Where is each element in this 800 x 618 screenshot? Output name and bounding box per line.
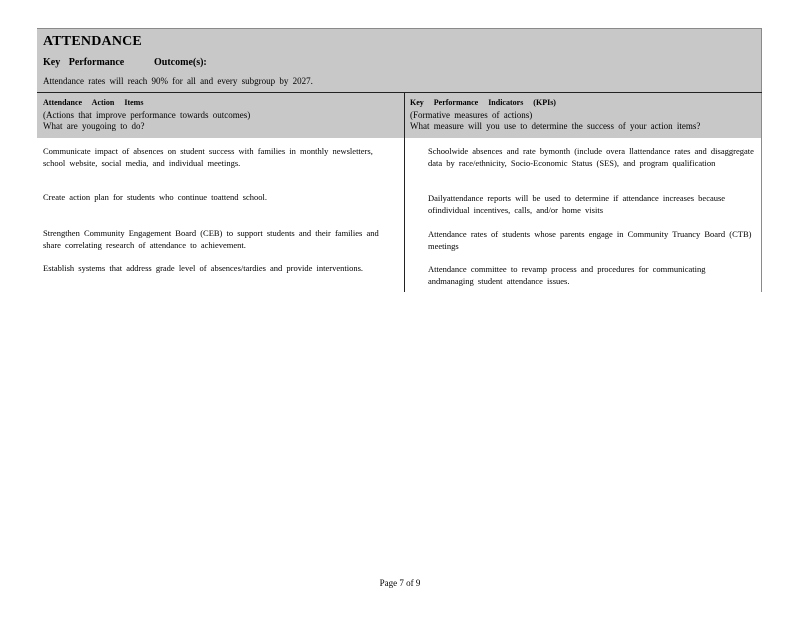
action-item-4: Establish systems that address grade level of absences/tardies and provide interventions. (43, 263, 364, 273)
kpi-column-header (404, 93, 762, 138)
outcome-text: Attendance rates will reach 90% for all and every subgroup by 2027. (43, 76, 313, 86)
section-header (37, 28, 762, 92)
column-divider (404, 93, 405, 292)
kpi-item-1: Schoolwide absences and rate bymonth (include overa llattendance rates and disaggregate data by race/ethnicity, Socio-Economic Status (SES), and program qualification (428, 146, 754, 168)
action-items-subheading: (Actions that improve performance towards outcomes) (43, 110, 251, 120)
action-item-3: Strengthen Community Engagement Board (CEB) to support students and their families and share correlating research of attendance to achievement. (43, 228, 379, 250)
action-items-question: What are yougoing to do? (43, 121, 145, 131)
kpi-heading: Key Performance Indicators (KPIs) (410, 98, 556, 107)
outcomes-label: Outcome(s): (154, 57, 207, 68)
kpi-subheading: (Formative measures of actions) (410, 110, 533, 120)
right-border (761, 138, 762, 292)
section-title: ATTENDANCE (43, 34, 142, 49)
page-number: Page 7 of 9 (379, 578, 421, 588)
attendance-table (37, 28, 762, 292)
action-item-1: Communicate impact of absences on student success with families in monthly newsletters, school website, social media, and individual meetings. (43, 146, 373, 168)
key-performance-label: Key Performance (43, 57, 125, 68)
action-items-heading: Attendance Action Items (43, 98, 144, 107)
kpi-item-4: Attendance committee to revamp process and procedures for communicating andmanaging student attendance issues. (428, 264, 706, 286)
kpi-question: What measure will you use to determine the success of your action items? (410, 121, 701, 131)
action-items-column-header (37, 93, 404, 138)
action-item-2: Create action plan for students who continue toattend school. (43, 192, 267, 202)
kpi-item-2: Dailyattendance reports will be used to determine if attendance increases because ofindividual incentives, calls, and/or home visits (428, 193, 726, 215)
kpi-item-3: Attendance rates of students whose parents engage in Community Truancy Board (CTB) meetings (428, 229, 752, 251)
